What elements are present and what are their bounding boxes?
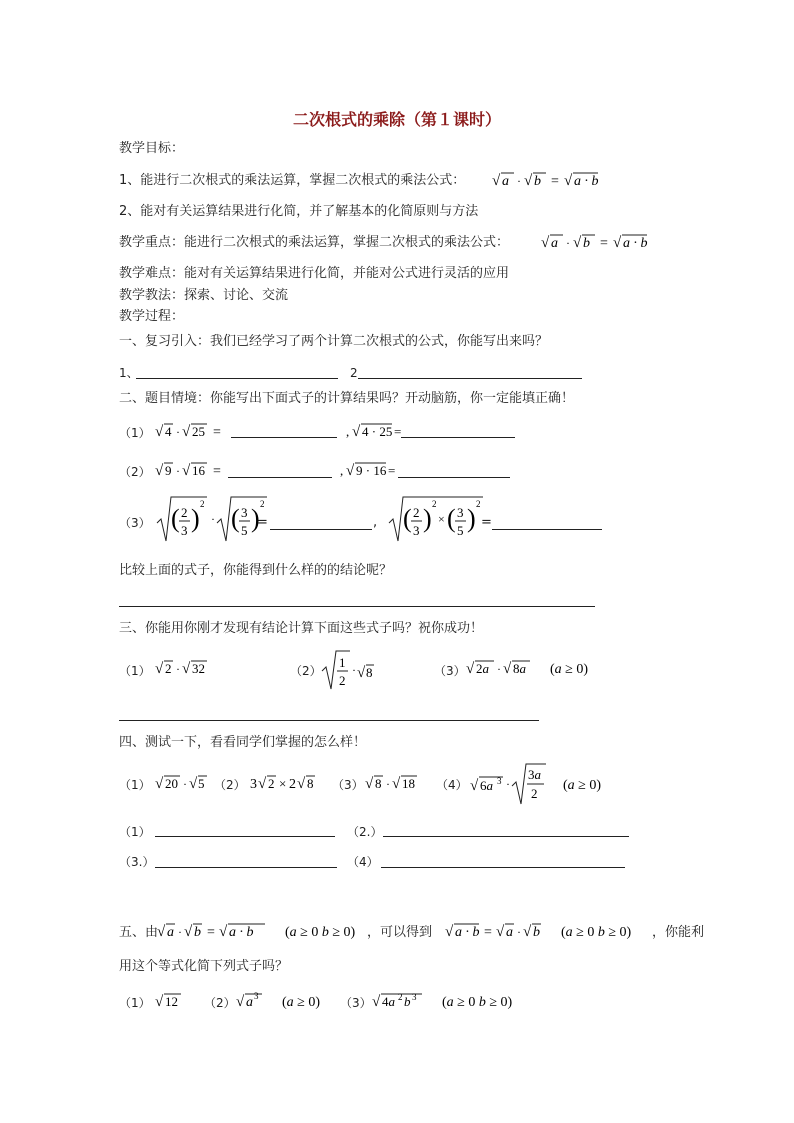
q1-blank-a[interactable] (231, 437, 337, 438)
svg-text:√: √ (219, 924, 228, 940)
svg-text:√: √ (496, 924, 505, 940)
svg-text:9 · 16: 9 · 16 (356, 463, 387, 478)
svg-text:√: √ (155, 994, 164, 1010)
svg-text:=: = (600, 236, 608, 251)
svg-text:): ) (251, 504, 260, 533)
svg-text:b: b (534, 174, 541, 189)
svg-text:): ) (467, 504, 476, 533)
s4-answer-blank-3[interactable] (155, 867, 337, 868)
svg-text:6a: 6a (480, 778, 493, 793)
s3-label-3: （3） (434, 664, 466, 678)
svg-text:a: a (502, 174, 509, 189)
svg-text:2: 2 (339, 673, 346, 688)
compare-prompt: 比较上面的式子，你能得到什么样的的结论呢？ (119, 563, 393, 578)
s4-expr-4 (470, 760, 620, 806)
svg-text:5: 5 (241, 523, 248, 538)
s4-answer-label-3: （3.） (119, 855, 155, 869)
s5-label-1: （1） (119, 996, 151, 1010)
svg-text:(: ( (171, 504, 180, 533)
svg-text:a: a (551, 236, 558, 251)
s3-expr-2 (320, 647, 376, 693)
svg-text:(: ( (447, 504, 456, 533)
svg-text:12: 12 (165, 994, 178, 1009)
svg-text:3: 3 (412, 992, 417, 1002)
q3-label: （3） (119, 516, 151, 530)
svg-text:2: 2 (413, 505, 420, 520)
svg-text:√: √ (564, 173, 573, 189)
s4-answer-blank-4[interactable] (381, 867, 625, 868)
svg-text:√: √ (466, 661, 475, 677)
s3-expr-1 (155, 656, 225, 680)
s4-label-1: （1） (119, 778, 151, 792)
s1-label-1: 1、 (119, 366, 139, 380)
s4-label-4: （4） (436, 778, 468, 792)
svg-text:,: , (346, 424, 350, 439)
svg-text:√: √ (613, 235, 622, 251)
svg-text:=: = (394, 424, 402, 439)
svg-text:√: √ (155, 776, 164, 792)
q3-blank-b[interactable] (492, 529, 602, 530)
svg-text:2: 2 (181, 505, 188, 520)
svg-text:√: √ (157, 924, 166, 940)
svg-text:·: · (506, 777, 510, 791)
svg-text:9: 9 (165, 463, 172, 478)
svg-text:√: √ (184, 924, 193, 940)
svg-text:√: √ (357, 665, 366, 681)
q2-blank-b[interactable] (398, 477, 510, 478)
svg-text:(a ≥ 0 b ≥ 0): (a ≥ 0 b ≥ 0) (561, 925, 632, 940)
svg-text:·: · (352, 663, 356, 677)
svg-text:·: · (211, 512, 215, 526)
svg-text:√: √ (182, 424, 191, 440)
q2-blank-a[interactable] (228, 477, 332, 478)
svg-text:√: √ (189, 776, 198, 792)
q1-label: （1） (119, 426, 151, 440)
s3-label-1: （1） (119, 664, 151, 678)
svg-text:√: √ (365, 776, 374, 792)
svg-text:3: 3 (241, 505, 248, 520)
svg-text:8a: 8a (513, 661, 526, 676)
q3-expression-b (387, 493, 492, 545)
svg-text:a: a (506, 925, 513, 940)
svg-text:18: 18 (402, 776, 415, 791)
svg-text:√: √ (541, 235, 550, 251)
svg-text:=: = (213, 464, 221, 479)
goal-1-text: 1、能进行二次根式的乘法运算，掌握二次根式的乘法公式： (119, 173, 466, 188)
svg-text:b: b (533, 925, 540, 940)
svg-text:3: 3 (181, 523, 188, 538)
svg-text:√: √ (392, 776, 401, 792)
svg-text:8: 8 (307, 776, 314, 791)
s5-formula-2 (445, 919, 653, 943)
svg-text:·: · (176, 662, 180, 676)
svg-text:√: √ (524, 173, 533, 189)
s4-answer-label-2: （2.） (347, 825, 383, 839)
section-5-end: ，你能利 (652, 925, 705, 940)
svg-text:3: 3 (250, 777, 257, 792)
page-title: 二次根式的乘除（第１课时） (292, 110, 501, 129)
svg-text:√: √ (182, 463, 191, 479)
svg-text:√: √ (470, 778, 479, 794)
svg-text:a: a (246, 995, 253, 1010)
s1-answer-blank-2[interactable] (358, 378, 582, 379)
svg-text:b: b (583, 236, 590, 251)
s5-label-3: （3） (340, 996, 372, 1010)
svg-text:2: 2 (165, 661, 172, 676)
svg-text:=: = (388, 463, 396, 478)
s4-label-3: （3） (332, 778, 364, 792)
product-formula-1 (492, 168, 602, 192)
svg-text:20: 20 (165, 776, 178, 791)
key-point: 教学重点：能进行二次根式的乘法运算，掌握二次根式的乘法公式： (119, 235, 510, 250)
svg-text:√: √ (182, 661, 191, 677)
svg-text:a · b: a · b (574, 174, 599, 189)
svg-text:√: √ (445, 924, 454, 940)
methods: 教学教法：探索、讨论、交流 (119, 288, 289, 303)
svg-text:√: √ (155, 424, 164, 440)
svg-text:=: = (213, 425, 221, 440)
svg-text:·: · (176, 464, 180, 478)
s5-expr-1 (155, 989, 195, 1013)
s4-expr-2 (250, 771, 325, 795)
svg-text:·: · (176, 425, 180, 439)
q1-blank-b[interactable] (401, 437, 515, 438)
goal-1 (119, 172, 465, 190)
svg-text:·: · (517, 174, 521, 188)
svg-text:=: = (207, 925, 215, 940)
s5-expr-2 (236, 986, 336, 1014)
q2-label: （2） (119, 465, 151, 479)
product-formula-2 (541, 230, 651, 254)
svg-text:4 · 25: 4 · 25 (362, 424, 393, 439)
svg-text:×: × (279, 776, 287, 791)
svg-text:3: 3 (254, 991, 259, 1001)
s3-answer-blank[interactable] (119, 720, 539, 721)
svg-text:√: √ (573, 235, 582, 251)
s4-answer-blank-2[interactable] (383, 836, 629, 837)
svg-text:√: √ (155, 661, 164, 677)
svg-text:3: 3 (413, 523, 420, 538)
s4-expr-3 (365, 771, 425, 795)
section-5-start: 五、由 (119, 925, 159, 940)
svg-text:a · b: a · b (623, 236, 648, 251)
svg-text:√: √ (372, 994, 381, 1010)
svg-text:√: √ (523, 924, 532, 940)
svg-text:): ) (423, 504, 432, 533)
s5-label-2: （2） (204, 996, 236, 1010)
svg-text:4: 4 (165, 424, 172, 439)
svg-text:2: 2 (531, 786, 538, 801)
s5-formula-1 (157, 919, 367, 943)
svg-text:2a: 2a (476, 661, 489, 676)
svg-text:√: √ (236, 994, 245, 1010)
svg-text:b: b (194, 925, 201, 940)
s5-expr-3 (372, 986, 547, 1014)
q3-blank-a[interactable] (270, 529, 372, 530)
svg-text:(: ( (403, 504, 412, 533)
svg-text:·: · (386, 777, 390, 791)
svg-text:√: √ (346, 463, 355, 479)
svg-text:,: , (340, 463, 344, 478)
goals-heading: 教学目标： (119, 141, 185, 156)
svg-text:2: 2 (398, 992, 403, 1002)
difficulty: 教学难点：能对有关运算结果进行化简，并能对公式进行灵活的应用 (119, 266, 510, 281)
s4-expr-1 (155, 771, 215, 795)
svg-text:√: √ (503, 661, 512, 677)
s4-label-2: （2） (214, 778, 246, 792)
svg-text:2: 2 (200, 499, 205, 509)
svg-text:(: ( (231, 504, 240, 533)
svg-text:3a: 3a (528, 767, 541, 782)
svg-text:3: 3 (497, 776, 502, 786)
q3-equals-b: = (481, 515, 492, 530)
svg-text:2: 2 (260, 499, 265, 509)
process: 教学过程： (119, 309, 185, 324)
section-5-continued: 用这个等式化简下列式子吗？ (119, 959, 289, 974)
svg-text:·: · (178, 925, 182, 939)
q3-equals: = (257, 515, 268, 530)
svg-text:8: 8 (366, 665, 373, 680)
s4-answer-label-4: （4） (347, 855, 379, 869)
svg-text:25: 25 (192, 424, 205, 439)
svg-text:b: b (404, 994, 411, 1009)
svg-text:16: 16 (192, 463, 205, 478)
svg-text:2: 2 (476, 499, 481, 509)
svg-text:2: 2 (432, 499, 437, 509)
svg-text:(a ≥ 0): (a ≥ 0) (282, 995, 321, 1010)
s3-label-2: （2） (290, 664, 322, 678)
svg-text:(a ≥ 0): (a ≥ 0) (550, 662, 589, 677)
q2-expression-b (340, 458, 402, 482)
svg-text:√: √ (155, 463, 164, 479)
s1-label-2: 2 (350, 366, 358, 380)
goal-2: 2、能对有关运算结果进行化简，并了解基本的化简原则与方法 (119, 204, 479, 219)
svg-text:32: 32 (192, 661, 205, 676)
svg-text:√: √ (352, 424, 361, 440)
svg-text:): ) (191, 504, 200, 533)
svg-text:(a ≥ 0 b ≥ 0): (a ≥ 0 b ≥ 0) (285, 925, 356, 940)
svg-text:4a: 4a (382, 994, 395, 1009)
svg-text:·: · (566, 236, 570, 250)
svg-text:·: · (517, 925, 521, 939)
q1-expression (155, 419, 235, 443)
section-3: 三、你能用你刚才发现有结论计算下面这些式子吗？祝你成功！ (119, 621, 484, 636)
compare-answer-blank[interactable] (119, 606, 595, 607)
section-4: 四、测试一下，看看同学们掌握的怎么样！ (119, 735, 367, 750)
svg-text:1: 1 (339, 655, 346, 670)
s4-answer-blank-1[interactable] (155, 836, 335, 837)
svg-text:3: 3 (457, 505, 464, 520)
svg-text:2: 2 (289, 777, 296, 792)
svg-text:a · b: a · b (229, 925, 254, 940)
svg-text:√: √ (258, 776, 267, 792)
s3-expr-3 (466, 656, 606, 680)
q3-comma: , (373, 515, 378, 530)
q2-expression (155, 458, 235, 482)
svg-text:a · b: a · b (455, 925, 480, 940)
svg-text:8: 8 (375, 776, 382, 791)
svg-text:=: = (484, 925, 492, 940)
section-1: 一、复习引入：我们已经学习了两个计算二次根式的公式，你能写出来吗？ (119, 334, 549, 349)
svg-text:(a ≥ 0): (a ≥ 0) (563, 778, 602, 793)
svg-text:2: 2 (268, 776, 275, 791)
svg-text:=: = (551, 174, 559, 189)
svg-text:·: · (183, 777, 187, 791)
svg-text:√: √ (297, 776, 306, 792)
svg-text:5: 5 (457, 523, 464, 538)
svg-text:·: · (497, 662, 501, 676)
s1-answer-blank-1[interactable] (136, 378, 338, 379)
section-5-mid: ，可以得到 (367, 925, 433, 940)
svg-text:(a ≥ 0 b ≥ 0): (a ≥ 0 b ≥ 0) (442, 995, 513, 1010)
svg-text:a: a (167, 925, 174, 940)
q1-expression-b (346, 419, 406, 443)
svg-text:×: × (438, 512, 445, 526)
section-2: 二、题目情境：你能写出下面式子的计算结果吗？开动脑筋，你一定能填正确！ (119, 391, 575, 406)
s4-answer-label-1: （1） (119, 825, 151, 839)
svg-text:5: 5 (198, 776, 205, 791)
svg-text:√: √ (492, 173, 501, 189)
